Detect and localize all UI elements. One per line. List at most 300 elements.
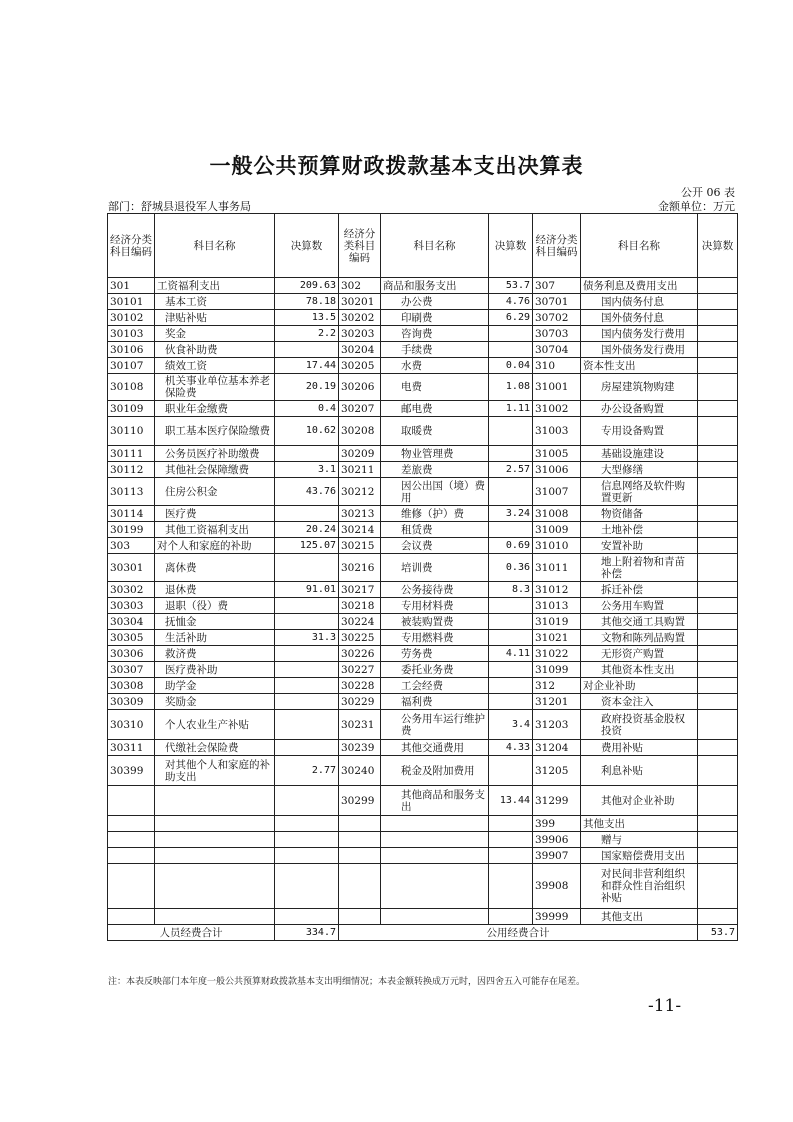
- code-cell: [339, 816, 381, 832]
- code-cell: 30215: [339, 538, 381, 554]
- amount-cell: [489, 694, 533, 710]
- table-row: [108, 358, 738, 374]
- amount-cell: 20.19: [275, 374, 339, 401]
- table-row: [108, 630, 738, 646]
- header-row: [108, 214, 738, 278]
- amount-cell: [698, 710, 738, 740]
- item-name-cell: 专用材料费: [381, 598, 489, 614]
- item-name-cell: 退休费: [155, 582, 275, 598]
- amount-cell: [698, 694, 738, 710]
- code-cell: 30208: [339, 417, 381, 446]
- amount-cell: [698, 401, 738, 417]
- item-name-cell: 文物和陈列品购置: [581, 630, 698, 646]
- code-cell: 30212: [339, 478, 381, 506]
- amount-cell: [489, 848, 533, 864]
- code-cell: 30309: [108, 694, 155, 710]
- item-name-cell: 物业管理费: [381, 446, 489, 462]
- item-name-cell: 办公设备购置: [581, 401, 698, 417]
- code-cell: 31007: [533, 478, 581, 506]
- code-cell: 30227: [339, 662, 381, 678]
- code-cell: 30224: [339, 614, 381, 630]
- table-row: [108, 522, 738, 538]
- table-row: [108, 740, 738, 756]
- item-name-cell: 抚恤金: [155, 614, 275, 630]
- amount-cell: 0.04: [489, 358, 533, 374]
- amount-cell: 0.36: [489, 554, 533, 582]
- code-cell: 30111: [108, 446, 155, 462]
- code-cell: 30211: [339, 462, 381, 478]
- amount-cell: [275, 909, 339, 925]
- amount-cell: 20.24: [275, 522, 339, 538]
- code-cell: 30202: [339, 310, 381, 326]
- amount-cell: 1.11: [489, 401, 533, 417]
- table-row: [108, 848, 738, 864]
- code-cell: 31005: [533, 446, 581, 462]
- item-name-cell: 公务用车运行维护费: [381, 710, 489, 740]
- amount-cell: 8.3: [489, 582, 533, 598]
- amount-cell: 125.07: [275, 538, 339, 554]
- code-cell: 31205: [533, 756, 581, 786]
- code-cell: 30214: [339, 522, 381, 538]
- item-name-cell: 手续费: [381, 342, 489, 358]
- code-cell: 31299: [533, 786, 581, 816]
- amount-cell: [698, 909, 738, 925]
- table-row: [108, 342, 738, 358]
- code-cell: 30702: [533, 310, 581, 326]
- amount-cell: 2.77: [275, 756, 339, 786]
- table-row: [108, 864, 738, 909]
- item-name-cell: 机关事业单位基本养老保险费: [155, 374, 275, 401]
- amount-cell: 91.01: [275, 582, 339, 598]
- code-cell: 310: [533, 358, 581, 374]
- item-name-cell: 差旅费: [381, 462, 489, 478]
- amount-cell: [489, 342, 533, 358]
- amount-cell: [698, 522, 738, 538]
- table-row: [108, 694, 738, 710]
- item-name-cell: 公务接待费: [381, 582, 489, 598]
- table-row: [108, 662, 738, 678]
- item-name-cell: 咨询费: [381, 326, 489, 342]
- table-row: [108, 478, 738, 506]
- code-cell: 302: [339, 278, 381, 294]
- item-name-cell: 基础设施建设: [581, 446, 698, 462]
- amount-cell: [698, 848, 738, 864]
- table-row: [108, 506, 738, 522]
- amount-cell: 1.08: [489, 374, 533, 401]
- amount-cell: [489, 909, 533, 925]
- code-cell: 39908: [533, 864, 581, 909]
- item-name-cell: 税金及附加费用: [381, 756, 489, 786]
- code-cell: 30704: [533, 342, 581, 358]
- item-name-cell: 会议费: [381, 538, 489, 554]
- code-cell: 31022: [533, 646, 581, 662]
- item-name-cell: 地上附着物和青苗补偿: [581, 554, 698, 582]
- code-cell: 30213: [339, 506, 381, 522]
- item-name-cell: [155, 848, 275, 864]
- amount-cell: 13.5: [275, 310, 339, 326]
- item-name-cell: 国内债务发行费用: [581, 326, 698, 342]
- item-name-cell: [155, 816, 275, 832]
- amount-cell: [698, 598, 738, 614]
- item-name-cell: 工会经费: [381, 678, 489, 694]
- header-cell: 经济分类科目编码: [533, 214, 581, 278]
- code-cell: 30301: [108, 554, 155, 582]
- item-name-cell: 对个人和家庭的补助: [155, 538, 275, 554]
- code-cell: 30307: [108, 662, 155, 678]
- amount-cell: [489, 756, 533, 786]
- item-name-cell: 其他支出: [581, 909, 698, 925]
- code-cell: 30239: [339, 740, 381, 756]
- code-cell: 31003: [533, 417, 581, 446]
- code-cell: 30302: [108, 582, 155, 598]
- amount-cell: [698, 756, 738, 786]
- code-cell: 30308: [108, 678, 155, 694]
- amount-cell: [698, 786, 738, 816]
- table-row: [108, 646, 738, 662]
- item-name-cell: 绩效工资: [155, 358, 275, 374]
- amount-cell: 53.7: [489, 278, 533, 294]
- code-cell: 30109: [108, 401, 155, 417]
- code-cell: 30228: [339, 678, 381, 694]
- item-name-cell: 委托业务费: [381, 662, 489, 678]
- amount-cell: [698, 342, 738, 358]
- amount-cell: [275, 506, 339, 522]
- header-cell: 经济分类科目编码: [108, 214, 155, 278]
- footnote: 注：本表反映部门本年度一般公共预算财政拨款基本支出明细情况；本表金额转换成万元时，因四舍五入可能存在尾差。: [108, 977, 586, 987]
- item-name-cell: [155, 786, 275, 816]
- amount-cell: [698, 582, 738, 598]
- table-row: [108, 326, 738, 342]
- amount-cell: [698, 864, 738, 909]
- code-cell: 312: [533, 678, 581, 694]
- code-cell: 30306: [108, 646, 155, 662]
- amount-cell: [698, 646, 738, 662]
- amount-cell: [698, 630, 738, 646]
- code-cell: 301: [108, 278, 155, 294]
- item-name-cell: 信息网络及软件购置更新: [581, 478, 698, 506]
- item-name-cell: 公务员医疗补助缴费: [155, 446, 275, 462]
- amount-cell: [275, 710, 339, 740]
- item-name-cell: 个人农业生产补贴: [155, 710, 275, 740]
- item-name-cell: 救济费: [155, 646, 275, 662]
- item-name-cell: 费用补贴: [581, 740, 698, 756]
- header-cell: 科目名称: [155, 214, 275, 278]
- amount-cell: [698, 446, 738, 462]
- item-name-cell: 房屋建筑物购建: [581, 374, 698, 401]
- table-row: [108, 832, 738, 848]
- code-cell: 30103: [108, 326, 155, 342]
- code-cell: 30399: [108, 756, 155, 786]
- item-name-cell: [381, 848, 489, 864]
- amount-cell: [698, 326, 738, 342]
- item-name-cell: 无形资产购置: [581, 646, 698, 662]
- code-cell: [339, 909, 381, 925]
- code-cell: 30229: [339, 694, 381, 710]
- code-cell: [339, 848, 381, 864]
- code-cell: 31011: [533, 554, 581, 582]
- code-cell: 30231: [339, 710, 381, 740]
- table-row: [108, 816, 738, 832]
- code-cell: [108, 848, 155, 864]
- table-row: [108, 417, 738, 446]
- table-row: [108, 401, 738, 417]
- code-cell: 30703: [533, 326, 581, 342]
- item-name-cell: [155, 832, 275, 848]
- page-number: -11-: [648, 996, 682, 1016]
- amount-cell: [275, 554, 339, 582]
- code-cell: [108, 786, 155, 816]
- amount-cell: [275, 694, 339, 710]
- amount-cell: [489, 630, 533, 646]
- code-cell: [339, 864, 381, 909]
- code-cell: 30303: [108, 598, 155, 614]
- item-name-cell: 公务用车购置: [581, 598, 698, 614]
- item-name-cell: 电费: [381, 374, 489, 401]
- item-name-cell: 国外债务付息: [581, 310, 698, 326]
- code-cell: 30225: [339, 630, 381, 646]
- expenditure-table: [107, 213, 738, 941]
- item-name-cell: [155, 864, 275, 909]
- item-name-cell: 拆迁补偿: [581, 582, 698, 598]
- code-cell: 30110: [108, 417, 155, 446]
- code-cell: 30112: [108, 462, 155, 478]
- amount-cell: 31.3: [275, 630, 339, 646]
- amount-cell: [698, 538, 738, 554]
- table-row: [108, 582, 738, 598]
- amount-cell: [275, 614, 339, 630]
- code-cell: 31009: [533, 522, 581, 538]
- item-name-cell: 其他支出: [581, 816, 698, 832]
- code-cell: 31006: [533, 462, 581, 478]
- item-name-cell: 其他交通费用: [381, 740, 489, 756]
- header-cell: 决算数: [698, 214, 738, 278]
- table-row: [108, 446, 738, 462]
- amount-cell: [698, 678, 738, 694]
- amount-cell: [698, 816, 738, 832]
- item-name-cell: 其他商品和服务支出: [381, 786, 489, 816]
- code-cell: 31019: [533, 614, 581, 630]
- amount-cell: [698, 374, 738, 401]
- code-cell: 30305: [108, 630, 155, 646]
- item-name-cell: 其他交通工具购置: [581, 614, 698, 630]
- amount-cell: [698, 310, 738, 326]
- code-cell: 30113: [108, 478, 155, 506]
- amount-cell: 209.63: [275, 278, 339, 294]
- code-cell: 30203: [339, 326, 381, 342]
- item-name-cell: [381, 816, 489, 832]
- amount-cell: [275, 848, 339, 864]
- item-name-cell: 基本工资: [155, 294, 275, 310]
- amount-cell: [698, 506, 738, 522]
- item-name-cell: 对企业补助: [581, 678, 698, 694]
- amount-cell: 4.11: [489, 646, 533, 662]
- item-name-cell: 专用燃料费: [381, 630, 489, 646]
- table-row: [108, 554, 738, 582]
- amount-cell: [489, 522, 533, 538]
- amount-cell: 3.24: [489, 506, 533, 522]
- item-name-cell: 大型修缮: [581, 462, 698, 478]
- item-name-cell: 办公费: [381, 294, 489, 310]
- amount-cell: [275, 446, 339, 462]
- amount-cell: [275, 678, 339, 694]
- unit-label: 金额单位：万元: [658, 200, 735, 213]
- item-name-cell: 商品和服务支出: [381, 278, 489, 294]
- code-cell: 30299: [339, 786, 381, 816]
- item-name-cell: 邮电费: [381, 401, 489, 417]
- header-cell: 科目名称: [381, 214, 489, 278]
- amount-cell: 4.76: [489, 294, 533, 310]
- item-name-cell: 国外债务发行费用: [581, 342, 698, 358]
- code-cell: 30701: [533, 294, 581, 310]
- item-name-cell: [381, 864, 489, 909]
- item-name-cell: 其他对企业补助: [581, 786, 698, 816]
- table-row: [108, 786, 738, 816]
- item-name-cell: 专用设备购置: [581, 417, 698, 446]
- amount-cell: 6.29: [489, 310, 533, 326]
- code-cell: 31010: [533, 538, 581, 554]
- table-row: [108, 310, 738, 326]
- code-cell: [108, 832, 155, 848]
- code-cell: 30114: [108, 506, 155, 522]
- amount-cell: [275, 662, 339, 678]
- amount-cell: [489, 614, 533, 630]
- amount-cell: [698, 740, 738, 756]
- public-total-label: 公用经费合计: [339, 925, 698, 941]
- amount-cell: [489, 678, 533, 694]
- code-cell: 30107: [108, 358, 155, 374]
- item-name-cell: 劳务费: [381, 646, 489, 662]
- amount-cell: [698, 554, 738, 582]
- amount-cell: [698, 832, 738, 848]
- amount-cell: [489, 832, 533, 848]
- amount-cell: 13.44: [489, 786, 533, 816]
- public-total-value: 53.7: [698, 925, 738, 941]
- item-name-cell: 政府投资基金股权投资: [581, 710, 698, 740]
- table-row: [108, 278, 738, 294]
- code-cell: 30209: [339, 446, 381, 462]
- code-cell: 31012: [533, 582, 581, 598]
- code-cell: 31201: [533, 694, 581, 710]
- amount-cell: [275, 646, 339, 662]
- personnel-total-value: 334.7: [275, 925, 339, 941]
- code-cell: 30240: [339, 756, 381, 786]
- item-name-cell: 债务利息及费用支出: [581, 278, 698, 294]
- code-cell: 30217: [339, 582, 381, 598]
- item-name-cell: 职业年金缴费: [155, 401, 275, 417]
- amount-cell: [275, 864, 339, 909]
- item-name-cell: 赠与: [581, 832, 698, 848]
- code-cell: 30205: [339, 358, 381, 374]
- item-name-cell: 取暖费: [381, 417, 489, 446]
- amount-cell: [489, 417, 533, 446]
- amount-cell: [275, 342, 339, 358]
- item-name-cell: 国内债务付息: [581, 294, 698, 310]
- amount-cell: 17.44: [275, 358, 339, 374]
- code-cell: 31013: [533, 598, 581, 614]
- table-row: [108, 294, 738, 310]
- item-name-cell: 离休费: [155, 554, 275, 582]
- form-number: 公开 06 表: [681, 186, 735, 199]
- code-cell: 31204: [533, 740, 581, 756]
- code-cell: 31002: [533, 401, 581, 417]
- amount-cell: 3.4: [489, 710, 533, 740]
- code-cell: [108, 816, 155, 832]
- header-cell: 决算数: [275, 214, 339, 278]
- amount-cell: [275, 598, 339, 614]
- amount-cell: 43.76: [275, 478, 339, 506]
- code-cell: 303: [108, 538, 155, 554]
- item-name-cell: 资本性支出: [581, 358, 698, 374]
- code-cell: 307: [533, 278, 581, 294]
- item-name-cell: 印刷费: [381, 310, 489, 326]
- page-title: 一般公共预算财政拨款基本支出决算表: [209, 154, 584, 178]
- item-name-cell: 利息补贴: [581, 756, 698, 786]
- code-cell: 30206: [339, 374, 381, 401]
- code-cell: 31099: [533, 662, 581, 678]
- code-cell: 30310: [108, 710, 155, 740]
- item-name-cell: 安置补助: [581, 538, 698, 554]
- item-name-cell: [381, 909, 489, 925]
- item-name-cell: 其他资本性支出: [581, 662, 698, 678]
- item-name-cell: 被装购置费: [381, 614, 489, 630]
- code-cell: 30218: [339, 598, 381, 614]
- item-name-cell: 培训费: [381, 554, 489, 582]
- amount-cell: [489, 446, 533, 462]
- amount-cell: 3.1: [275, 462, 339, 478]
- amount-cell: [698, 462, 738, 478]
- item-name-cell: 生活补助: [155, 630, 275, 646]
- item-name-cell: 医疗费补助: [155, 662, 275, 678]
- department-label: 部门：舒城县退役军人事务局: [108, 200, 251, 213]
- table-row: [108, 756, 738, 786]
- item-name-cell: 工资福利支出: [155, 278, 275, 294]
- amount-cell: [698, 614, 738, 630]
- item-name-cell: 其他社会保障缴费: [155, 462, 275, 478]
- code-cell: 31021: [533, 630, 581, 646]
- item-name-cell: 其他工资福利支出: [155, 522, 275, 538]
- amount-cell: 0.69: [489, 538, 533, 554]
- table-row: [108, 710, 738, 740]
- code-cell: 30108: [108, 374, 155, 401]
- amount-cell: [275, 816, 339, 832]
- code-cell: [108, 909, 155, 925]
- item-name-cell: 租赁费: [381, 522, 489, 538]
- amount-cell: [698, 662, 738, 678]
- code-cell: [339, 832, 381, 848]
- item-name-cell: 助学金: [155, 678, 275, 694]
- code-cell: 39999: [533, 909, 581, 925]
- table-row: [108, 538, 738, 554]
- amount-cell: [698, 417, 738, 446]
- code-cell: 31203: [533, 710, 581, 740]
- item-name-cell: 国家赔偿费用支出: [581, 848, 698, 864]
- amount-cell: [489, 478, 533, 506]
- amount-cell: [489, 326, 533, 342]
- item-name-cell: 奖金: [155, 326, 275, 342]
- item-name-cell: 代缴社会保险费: [155, 740, 275, 756]
- amount-cell: [275, 786, 339, 816]
- code-cell: 30106: [108, 342, 155, 358]
- amount-cell: [698, 358, 738, 374]
- code-cell: 399: [533, 816, 581, 832]
- item-name-cell: 福利费: [381, 694, 489, 710]
- table-row: [108, 909, 738, 925]
- item-name-cell: 物资储备: [581, 506, 698, 522]
- item-name-cell: 退职（役）费: [155, 598, 275, 614]
- amount-cell: 78.18: [275, 294, 339, 310]
- code-cell: 30201: [339, 294, 381, 310]
- item-name-cell: [381, 832, 489, 848]
